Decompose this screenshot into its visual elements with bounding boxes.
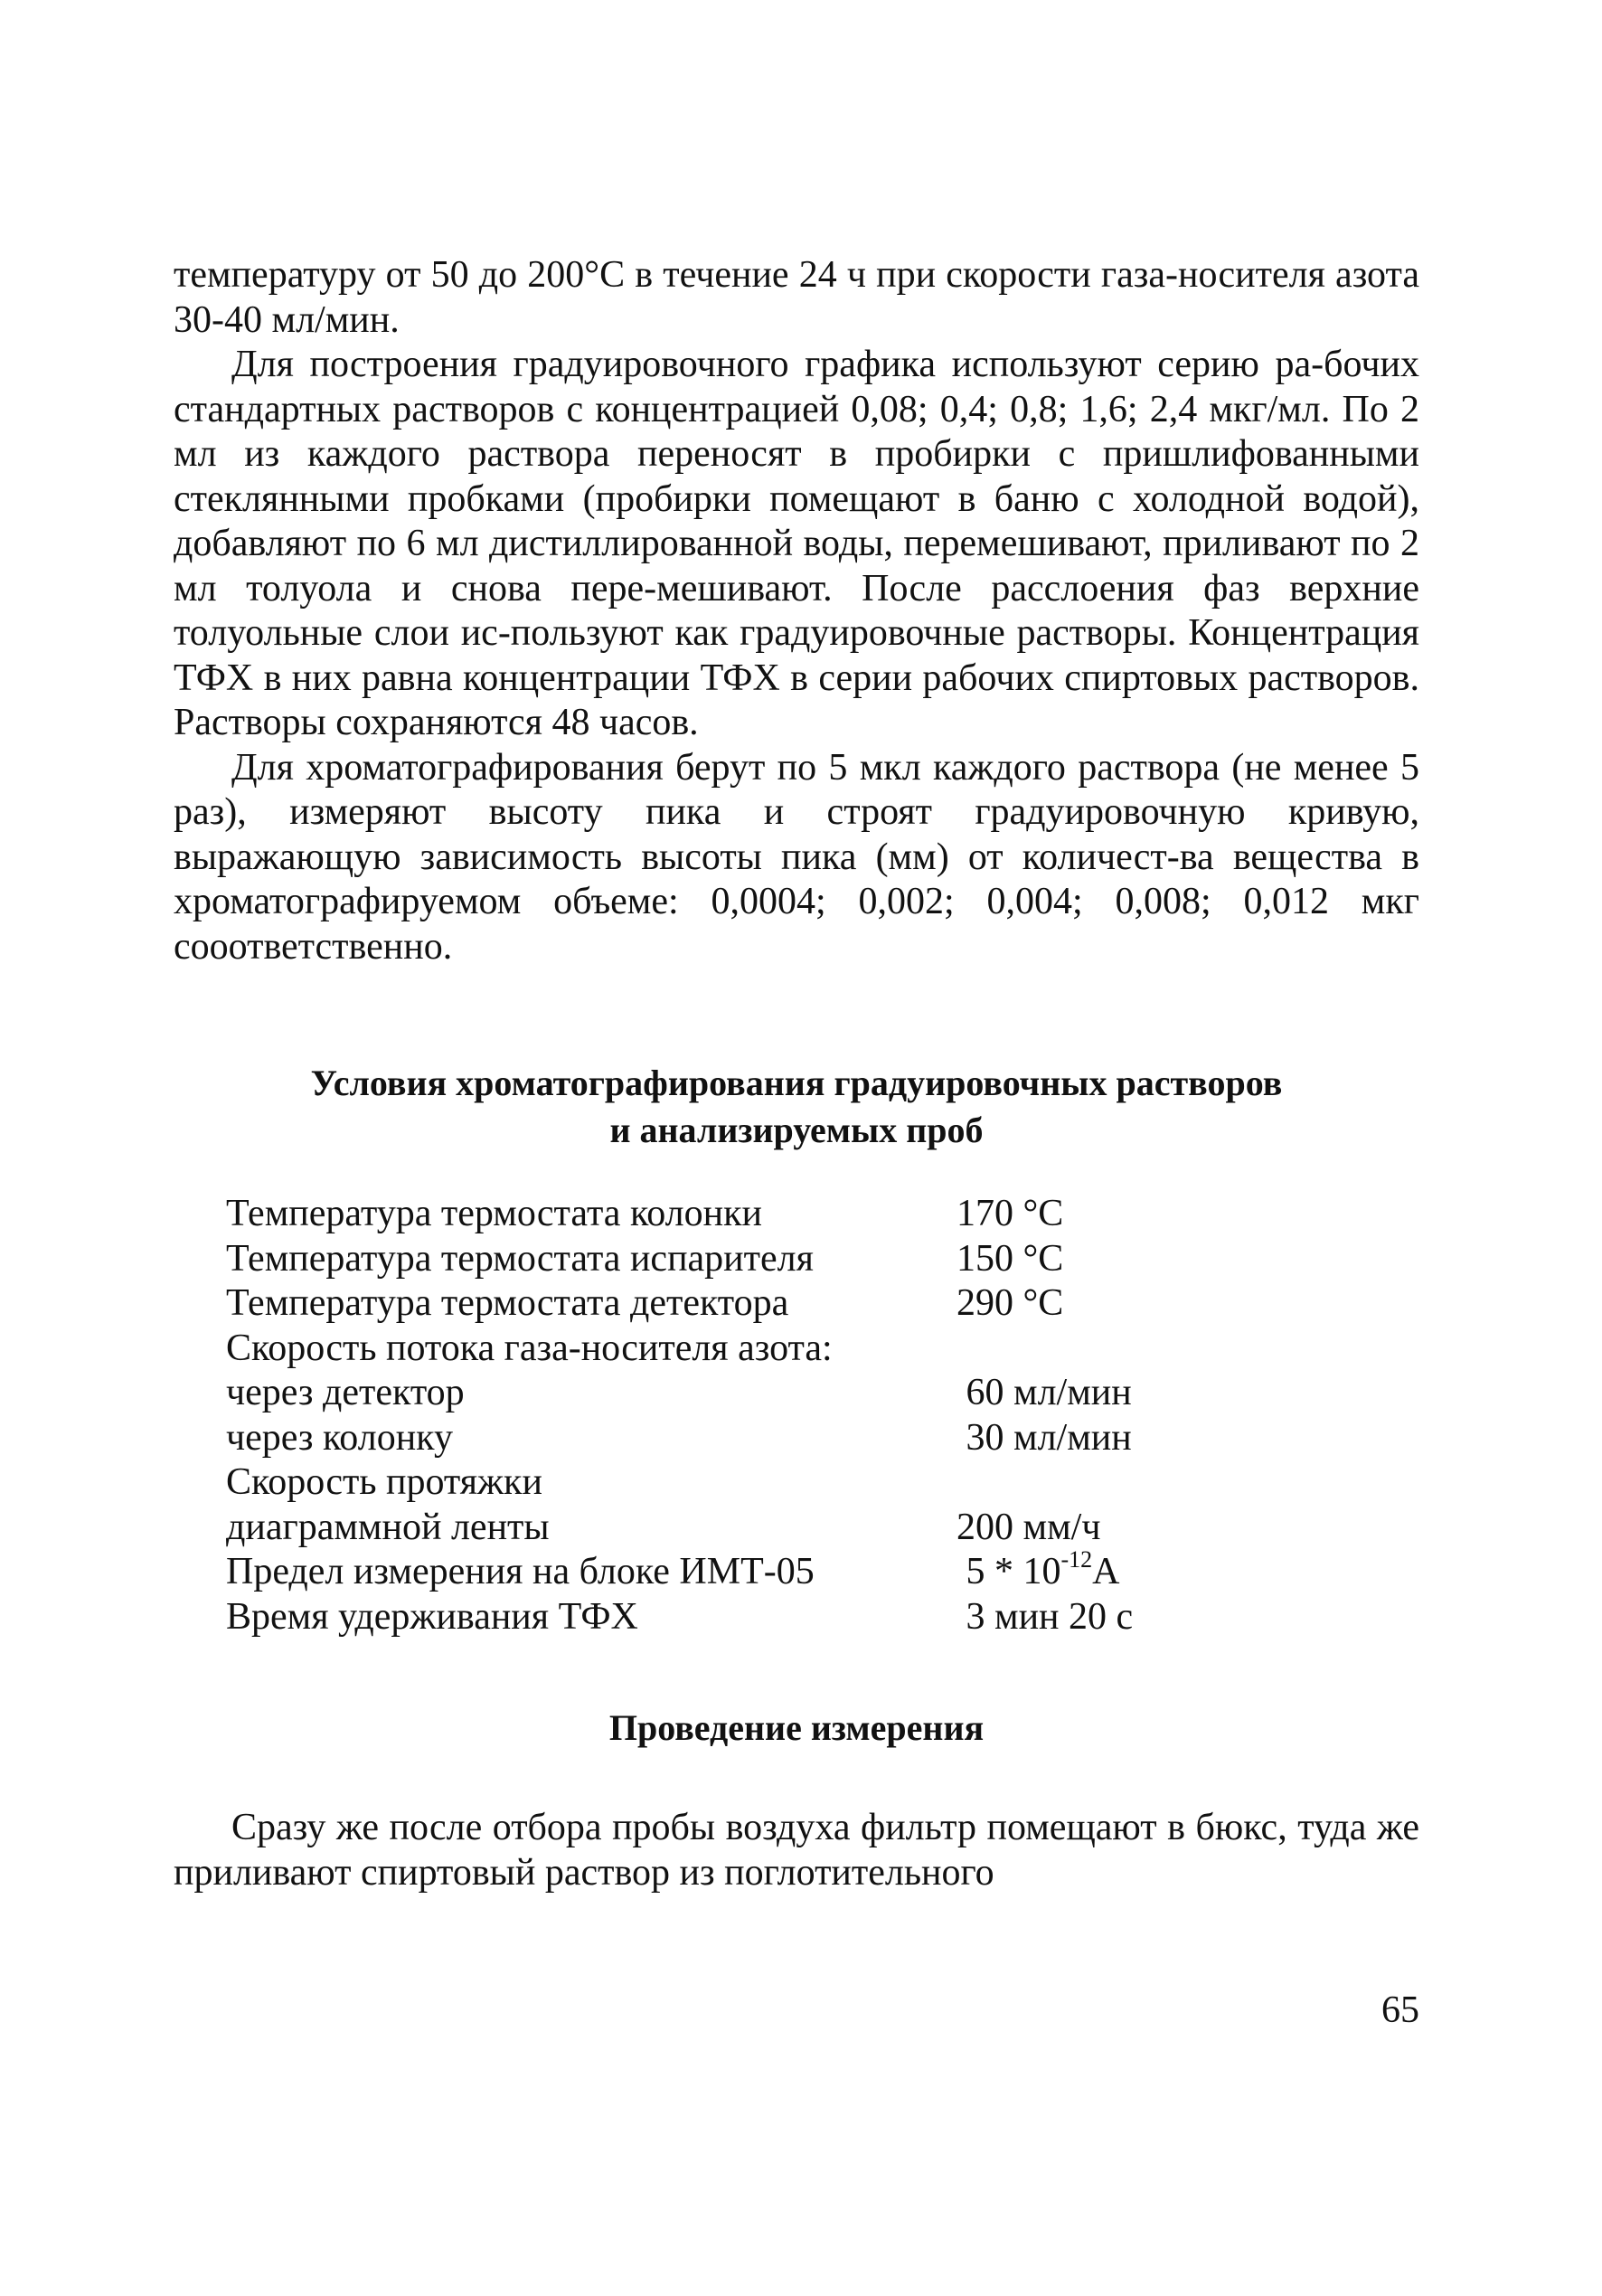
- condition-value: 200 мм/ч: [956, 1506, 1101, 1548]
- conditions-row: [226, 1327, 1133, 1372]
- conditions-row: [226, 1237, 1133, 1282]
- measurement-limit-unit: А: [1092, 1551, 1120, 1592]
- conditions-row: [226, 1281, 1133, 1327]
- condition-value: 60 мл/мин: [956, 1372, 1132, 1413]
- condition-param: Температура термостата детектора: [226, 1282, 789, 1324]
- conditions-row: [226, 1595, 1133, 1640]
- document-page: [174, 253, 1419, 1895]
- page-number: 65: [1381, 1989, 1419, 2031]
- condition-value: [956, 1327, 1133, 1372]
- measurement-limit-exponent: -12: [1060, 1546, 1093, 1573]
- condition-value: 150 °С: [956, 1237, 1064, 1280]
- condition-param: Время удерживания ТФХ: [226, 1595, 638, 1638]
- condition-param: Предел измерения на блоке ИМТ-05: [226, 1551, 815, 1592]
- condition-param: диаграммной ленты: [226, 1506, 550, 1548]
- paragraph-chromatography-procedure: Для хроматографирования берут по 5 мкл каждого раствора (не менее 5 раз), измеряют высоту пика и строят градуировочную кривую, выражающую зависимость высоты пика (мм) от количест-ва вещества в хроматографируемом объеме: 0,0004; 0,002; 0,004; 0,008; 0,012 мкг сооответственно.: [174, 746, 1419, 968]
- conditions-row: [226, 1371, 1133, 1416]
- condition-value: 170 °С: [956, 1193, 1064, 1234]
- measurement-limit-base: 5 * 10: [956, 1551, 1061, 1592]
- condition-value-measurement-limit: [956, 1546, 1133, 1595]
- condition-param: Скорость протяжки: [226, 1461, 542, 1503]
- condition-value: 290 °С: [956, 1282, 1064, 1324]
- condition-value: [956, 1460, 1133, 1506]
- paragraph-measurement: Сразу же после отбора пробы воздуха фильтр помещают в бюкс, туда же приливают спиртовый раствор из поглотительного: [174, 1807, 1419, 1894]
- condition-value: 30 мл/мин: [956, 1416, 1132, 1459]
- paragraph-calibration-solutions: Для построения градуировочного графика используют серию ра-бочих стандартных растворов с концентрацией 0,08; 0,4; 0,8; 1,6; 2,4 мкг/мл. По 2 мл из каждого раствора переносят в пробирки с пришлифованными стеклянными пробками (пробирки помещают в баню с холодной водой), добавляют по 6 мл дистиллированной воды, перемешивают, приливают по 2 мл толуола и снова пере-мешивают. После расслоения фаз верхние толуольные слои ис-пользуют как градуировочные растворы. Концентрация ТФХ в них равна концентрации ТФХ в серии рабочих спиртовых растворов. Растворы сохраняются 48 часов.: [174, 344, 1419, 743]
- condition-param: через детектор: [226, 1372, 465, 1413]
- condition-param: через колонку: [226, 1416, 453, 1459]
- condition-param: Температура термостата колонки: [226, 1193, 762, 1234]
- conditions-row: [226, 1192, 1133, 1237]
- conditions-row: [226, 1506, 1133, 1551]
- conditions-row: [226, 1550, 1133, 1595]
- condition-param: Скорость потока газа-носителя азота:: [226, 1327, 833, 1369]
- conditions-row: [226, 1416, 1133, 1461]
- section-heading-conditions: [174, 1060, 1419, 1154]
- conditions-table: [226, 1192, 1133, 1639]
- paragraph-temperature-conditioning: температуру от 50 до 200°С в течение 24 ч при скорости газа-носителя азота 30-40 мл/мин.: [174, 254, 1419, 341]
- section-heading-conditions-line1: Условия хроматографирования градуировочных растворов: [310, 1063, 1283, 1103]
- section-heading-measurement: Проведение измерения: [608, 1707, 985, 1748]
- conditions-row: [226, 1460, 1133, 1506]
- section-heading-conditions-line2: и анализируемых проб: [609, 1110, 984, 1150]
- condition-param: Температура термостата испарителя: [226, 1237, 814, 1280]
- condition-value: 3 мин 20 с: [956, 1595, 1134, 1638]
